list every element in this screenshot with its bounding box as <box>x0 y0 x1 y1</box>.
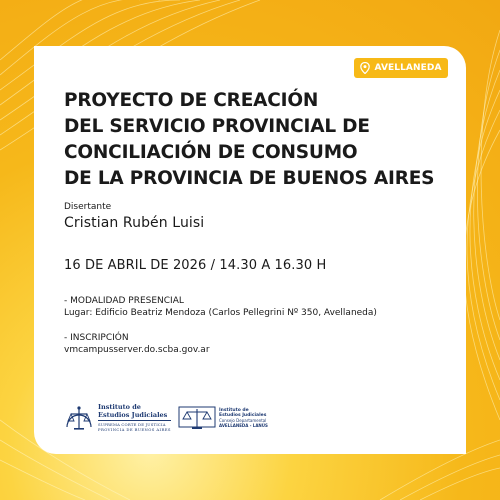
title-line: CONCILIACIÓN DE CONSUMO <box>64 142 358 163</box>
registration-heading: - INSCRIPCIÓN <box>64 333 129 343</box>
scales-of-justice-icon <box>64 403 94 433</box>
department-logo <box>178 400 278 436</box>
title-line: DE LA PROVINCIA DE BUENOS AIRES <box>64 168 435 189</box>
title-line: DEL SERVICIO PROVINCIAL DE <box>64 116 370 137</box>
modality-heading: - MODALIDAD PRESENCIAL <box>64 296 184 306</box>
department-logo-line: Estudios Judiciales <box>219 413 267 418</box>
registration-url[interactable]: vmcampusserver.do.scba.gov.ar <box>64 345 210 355</box>
institute-logo-line: SUPREMA CORTE DE JUSTICIA <box>98 422 166 427</box>
speaker-name: Cristian Rubén Luisi <box>64 215 205 231</box>
speaker-label: Disertante <box>64 202 112 212</box>
location-badge <box>354 58 448 78</box>
modality-place: Lugar: Edificio Beatriz Mendoza (Carlos Pellegrini Nº 350, Avellaneda) <box>64 308 377 318</box>
department-logo-line: Instituto de <box>219 408 249 413</box>
map-pin-icon <box>360 62 370 74</box>
department-logo-line: AVELLANEDA - LANÚS <box>219 423 268 428</box>
institute-logo-line: Estudios Judiciales <box>98 411 171 421</box>
institute-logo <box>64 400 174 436</box>
institute-logo-line: PROVINCIA DE BUENOS AIRES <box>98 427 171 432</box>
scales-of-justice-icon <box>178 403 216 433</box>
event-title <box>64 88 454 192</box>
institute-logo-line: Instituto de <box>98 403 141 411</box>
location-label: AVELLANEDA <box>374 63 442 73</box>
title-line: PROYECTO DE CREACIÓN <box>64 90 319 111</box>
department-logo-line: Consejo Departamental <box>219 418 267 423</box>
event-datetime: 16 DE ABRIL DE 2026 / 14.30 A 16.30 H <box>64 258 327 273</box>
